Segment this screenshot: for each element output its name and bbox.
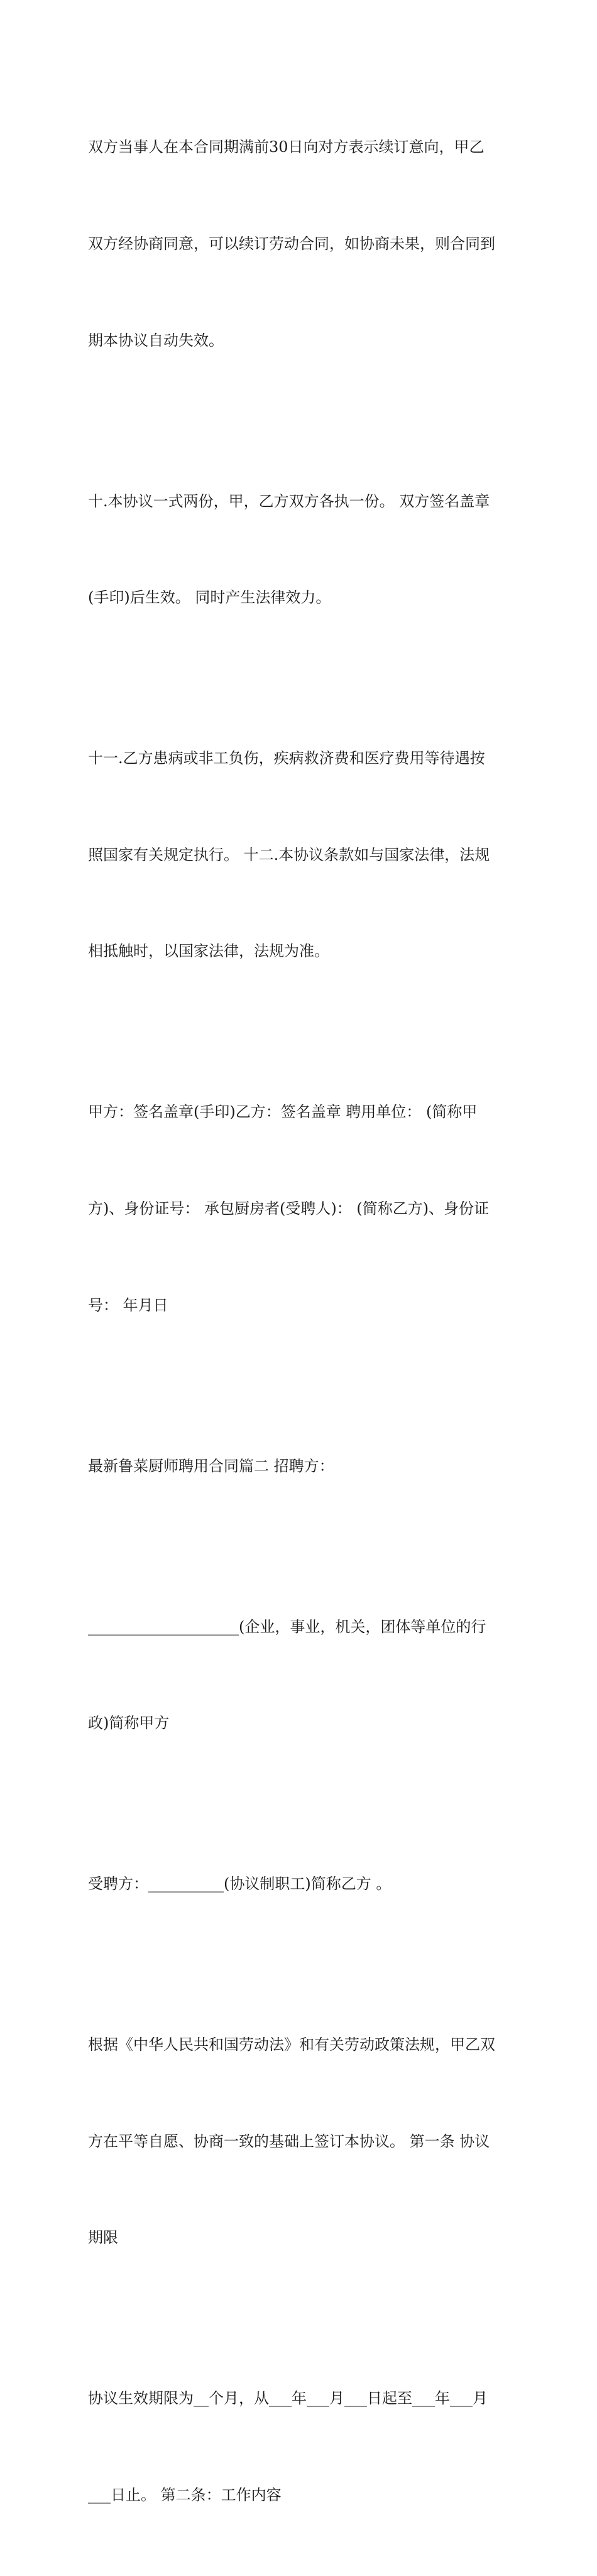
paragraph-employee-blank <box>88 1804 515 1965</box>
paragraph-term <box>88 2318 515 2576</box>
text-line: 最新鲁菜厨师聘用合同篇二 招聘方： <box>88 1457 334 1475</box>
paragraph-signatures <box>88 1032 515 1386</box>
paragraph-clause-10 <box>88 421 515 678</box>
text-line: 照国家有关规定执行。 十二.本协议条款如与国家法律，法规 <box>88 845 490 864</box>
text-line: 相抵触时，以国家法律，法规为准。 <box>88 942 329 960</box>
text-line: ___日止。 第二条：工作内容 <box>88 2486 282 2504</box>
text-line: 根据《中华人民共和国劳动法》和有关劳动政策法规，甲乙双 <box>88 2036 495 2054</box>
text-line: 号： 年月日 <box>88 1296 168 1314</box>
text-line: 十一.乙方患病或非工负伤，疾病救济费和医疗费用等待遇按 <box>88 749 485 768</box>
text-line: 协议生效期限为__个月，从___年___月___日起至___年___月 <box>88 2389 488 2408</box>
paragraph-clause-11-12 <box>88 678 515 1032</box>
text-line: 甲方：签名盖章(手印)乙方：签名盖章 聘用单位： (简称甲 <box>88 1103 478 1121</box>
paragraph-employer-blank <box>88 1546 515 1804</box>
paragraph-renewal <box>88 67 515 421</box>
text-line: 期限 <box>88 2229 118 2247</box>
text-line: (手印)后生效。 同时产生法律效力。 <box>88 589 331 607</box>
text-line: 方在平等自愿、协商一致的基础上签订本协议。 第一条 协议 <box>88 2132 490 2150</box>
text-line: ____________________(企业，事业，机关，团体等单位的行 <box>88 1617 486 1636</box>
paragraph-legal-basis <box>88 1965 515 2318</box>
text-line: 政)简称甲方 <box>88 1714 170 1732</box>
text-line: 方)、身份证号： 承包厨房者(受聘人)： (简称乙方)、身份证 <box>88 1199 490 1217</box>
document-body <box>88 67 515 2576</box>
text-line: 双方当事人在本合同期满前30日向对方表示续订意向，甲乙 <box>88 138 485 156</box>
text-line: 受聘方：__________(协议制职工)简称乙方 。 <box>88 1875 392 1893</box>
text-line: 双方经协商同意，可以续订劳动合同，如协商未果，则合同到 <box>88 235 495 253</box>
text-line: 期本协议自动失效。 <box>88 331 224 349</box>
paragraph-section-heading <box>88 1386 515 1546</box>
text-line: 十.本协议一式两份，甲，乙方双方各执一份。 双方签名盖章 <box>88 492 490 510</box>
